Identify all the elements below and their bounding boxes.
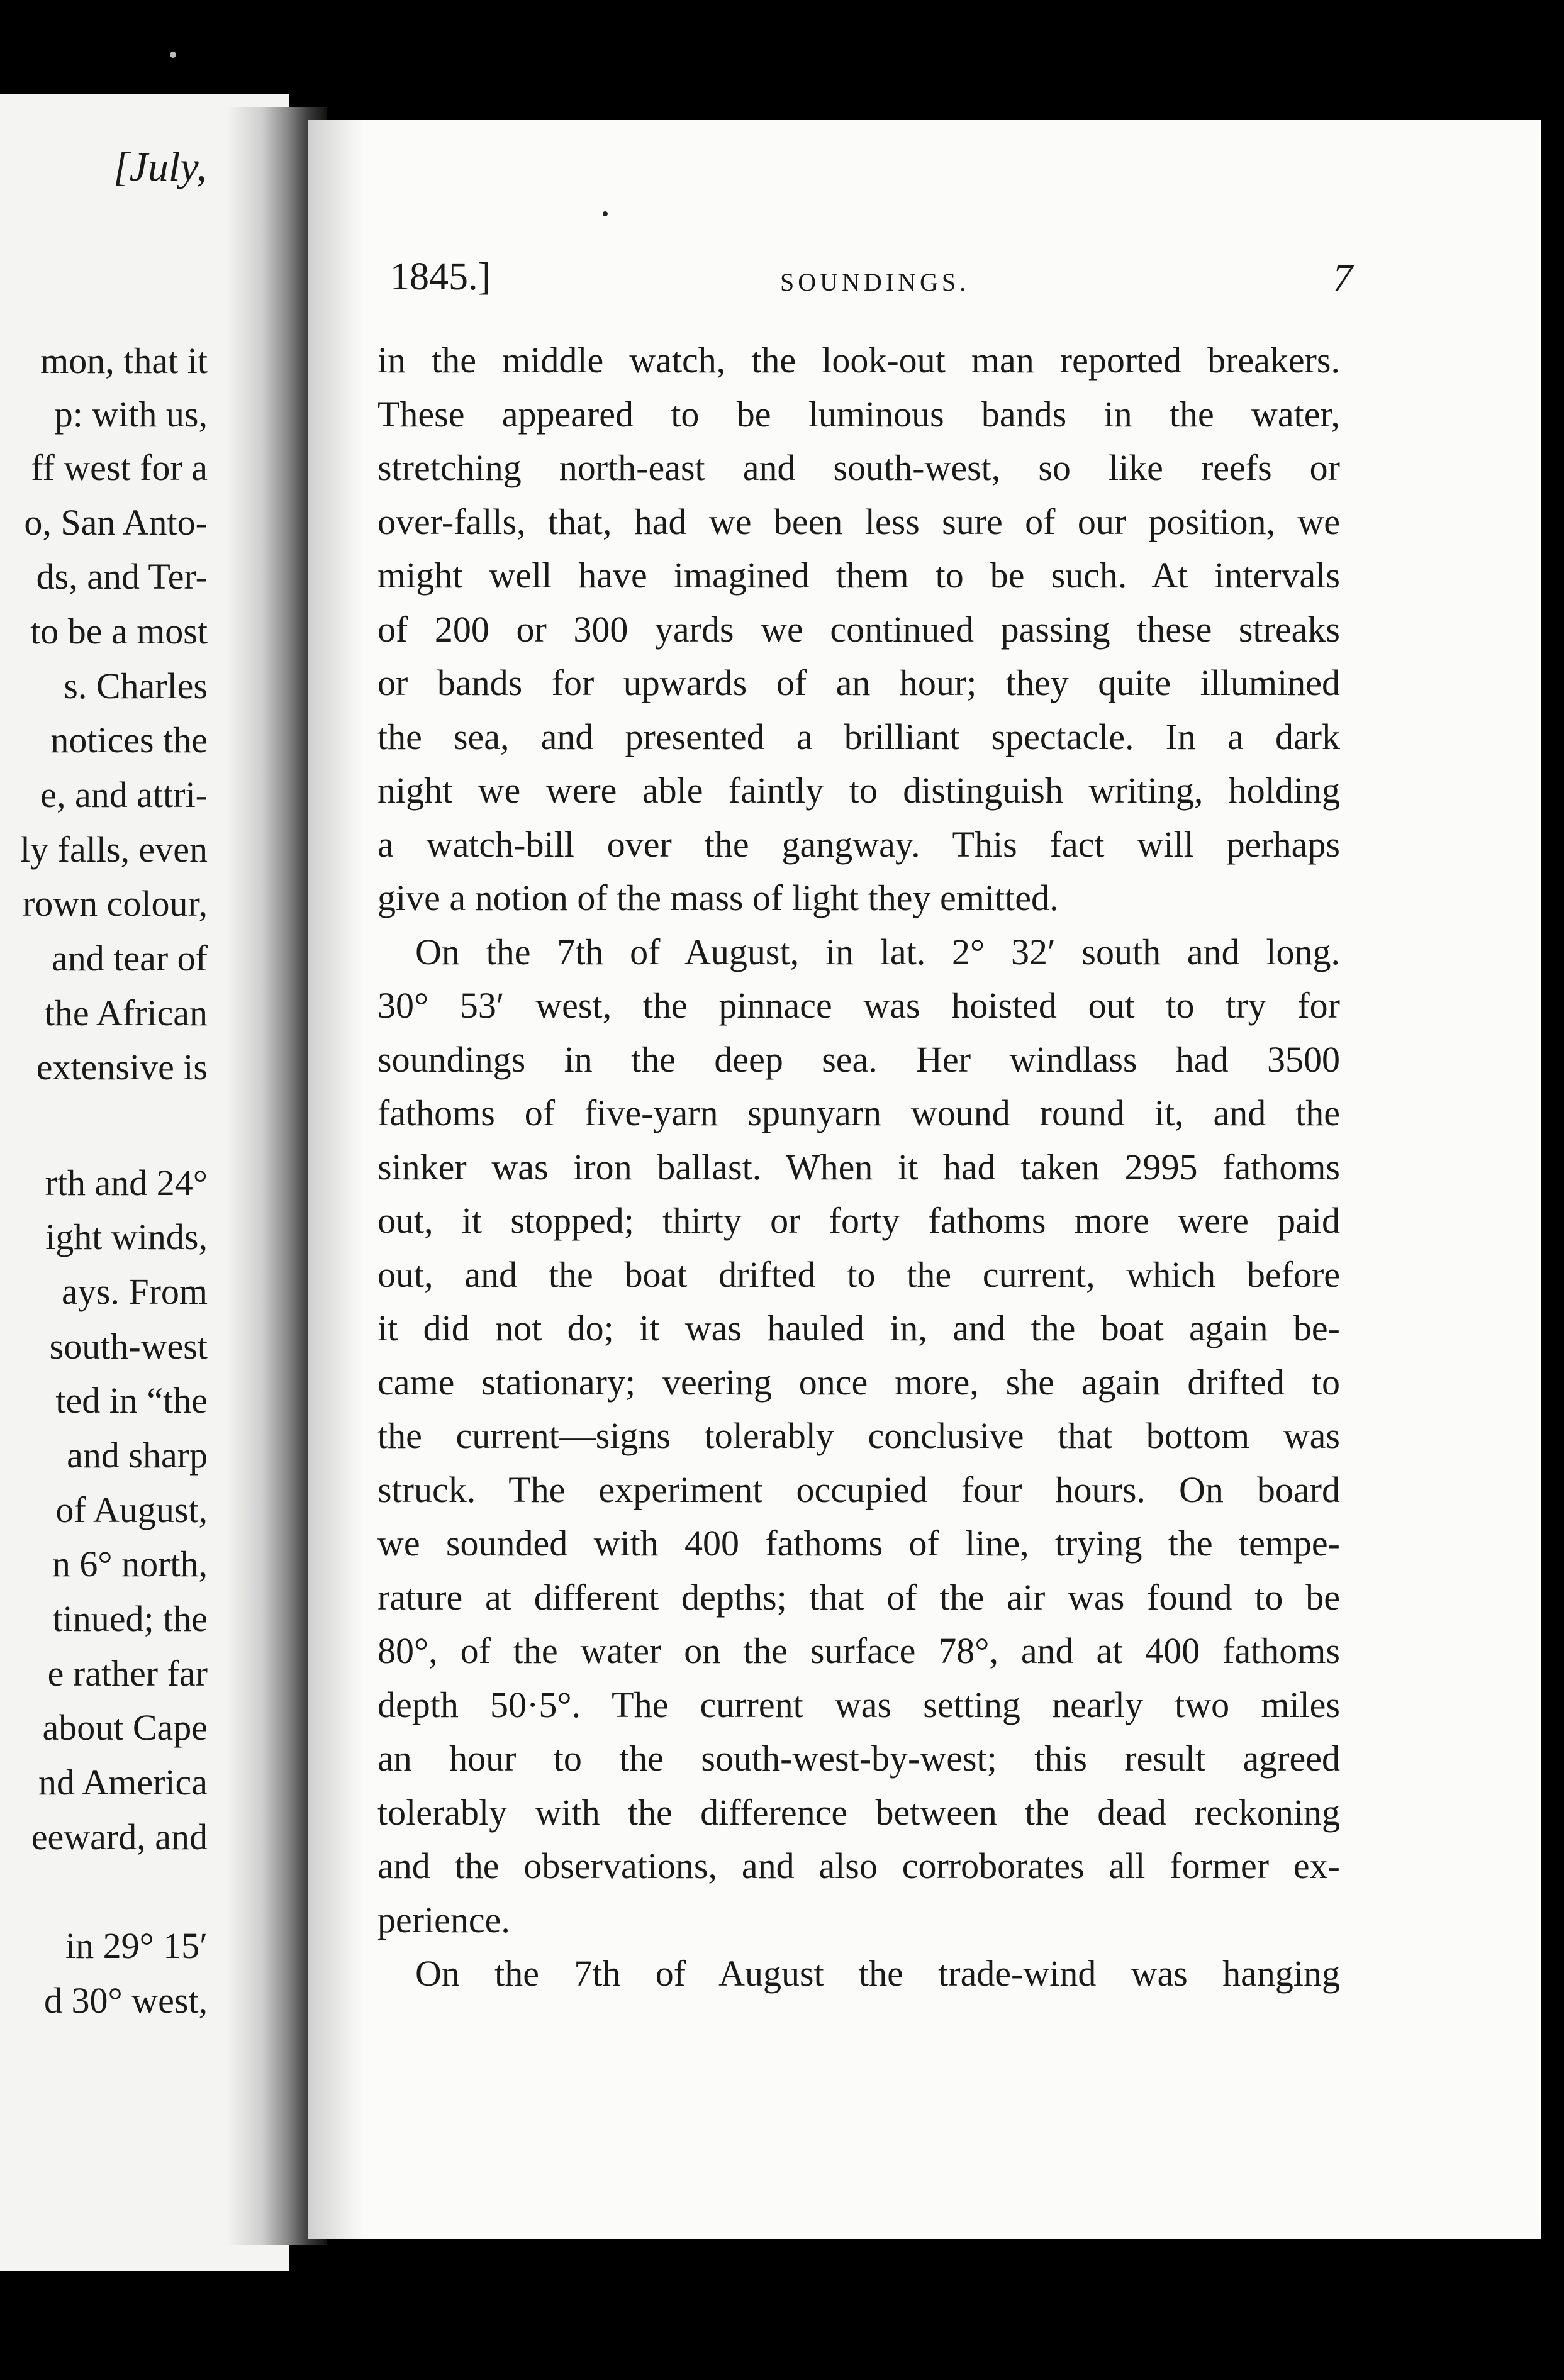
text-line: sinker was iron ballast. When it had taken 2995 fathoms: [377, 1146, 1340, 1187]
left-page-line: p: with us,: [54, 394, 208, 435]
left-page-line: ight winds,: [45, 1216, 208, 1257]
body-text: [377, 333, 1340, 2001]
text-line: of 200 or 300 yards we continued passing these streaks: [377, 608, 1340, 650]
text-line: struck. The experiment occupied four hours. On board: [377, 1469, 1340, 1510]
running-head: [390, 255, 1359, 311]
text-line: in the middle watch, the look-out man reported breakers.: [377, 340, 1340, 381]
left-page-line: and sharp: [67, 1435, 208, 1476]
text-line: or bands for upwards of an hour; they quite illumined: [377, 662, 1340, 703]
left-page-line: nd America: [38, 1762, 208, 1803]
left-page-line: and tear of: [52, 938, 208, 979]
left-page-line: e, and attri-: [40, 774, 208, 815]
left-page-line: s. Charles: [64, 665, 208, 706]
left-page-line: rown colour,: [22, 883, 208, 924]
text-line: rature at different depths; that of the air was found to be: [377, 1576, 1340, 1618]
left-page-line: in 29° 15′: [65, 1925, 208, 1966]
text-line: over-falls, that, had we been less sure of our position, we: [377, 501, 1340, 542]
text-line: came stationary; veering once more, she again drifted to: [377, 1361, 1340, 1403]
left-page-line: ted in “the: [55, 1380, 208, 1421]
left-page-line: the African: [44, 993, 208, 1033]
page-speck: [603, 211, 608, 216]
text-line: the sea, and presented a brilliant spectacle. In a dark: [377, 716, 1340, 757]
left-page-line: ds, and Ter-: [36, 556, 208, 597]
left-page-line: ff west for a: [31, 447, 208, 488]
running-head-title: SOUNDINGS.: [780, 268, 970, 296]
left-page-line: ly falls, even: [20, 829, 208, 870]
page-speck: [170, 52, 176, 58]
text-line: perience.: [377, 1899, 510, 1940]
text-line: 80°, of the water on the surface 78°, and at 400 fathoms: [377, 1630, 1340, 1671]
text-line: we sounded with 400 fathoms of line, trying the tempe-: [377, 1523, 1340, 1564]
text-line: an hour to the south-west-by-west; this result agreed: [377, 1738, 1340, 1779]
text-line: These appeared to be luminous bands in the water,: [377, 393, 1340, 435]
left-page-line: south-west: [49, 1326, 208, 1367]
text-line: On the 7th of August, in lat. 2° 32′ south and long.: [415, 931, 1340, 972]
text-line: the current—signs tolerably conclusive that bottom was: [377, 1415, 1340, 1456]
left-page-line: rth and 24°: [45, 1162, 208, 1203]
left-page-line: extensive is: [36, 1047, 208, 1087]
text-line: give a notion of the mass of light they emitted.: [377, 877, 1059, 918]
text-line: out, and the boat drifted to the current, which before: [377, 1254, 1340, 1295]
text-line: a watch-bill over the gangway. This fact will perhaps: [377, 823, 1340, 865]
left-page-line: to be a most: [30, 611, 208, 652]
running-head-year: 1845.]: [390, 255, 491, 298]
text-line: night we were able faintly to distinguish writing, holding: [377, 770, 1340, 811]
left-page-line: about Cape: [42, 1707, 208, 1748]
left-page-line: notices the: [50, 720, 208, 760]
text-line: fathoms of five-yarn spunyarn wound round it, and the: [377, 1093, 1340, 1133]
text-line: On the 7th of August the trade-wind was hanging: [415, 1953, 1340, 1994]
left-page-line: d 30° west,: [43, 1980, 208, 2021]
left-page-line: ays. From: [62, 1271, 208, 1312]
text-line: it did not do; it was hauled in, and the boat again be-: [377, 1308, 1340, 1348]
left-page-line: eeward, and: [31, 1816, 208, 1857]
left-page-line: o, San Anto-: [24, 502, 208, 543]
left-page-line: e rather far: [47, 1653, 208, 1694]
text-line: and the observations, and also corroborates all former ex-: [377, 1845, 1340, 1886]
left-page-line: of August,: [55, 1489, 208, 1530]
page-number: 7: [1332, 255, 1353, 300]
text-line: out, it stopped; thirty or forty fathoms more were paid: [377, 1200, 1340, 1241]
text-line: tolerably with the difference between the dead reckoning: [377, 1791, 1340, 1833]
left-page-header: [July,: [113, 144, 207, 190]
text-line: depth 50·5°. The current was setting nearly two miles: [377, 1684, 1340, 1725]
text-line: soundings in the deep sea. Her windlass had 3500: [377, 1038, 1340, 1080]
left-page-line: tinued; the: [52, 1598, 208, 1639]
text-line: 30° 53′ west, the pinnace was hoisted out to try for: [377, 985, 1340, 1026]
left-page-line: mon, that it: [40, 340, 208, 381]
left-page-line: n 6° north,: [52, 1543, 208, 1584]
text-line: stretching north-east and south-west, so like reefs or: [377, 447, 1340, 488]
text-line: might well have imagined them to be such. At intervals: [377, 555, 1340, 596]
